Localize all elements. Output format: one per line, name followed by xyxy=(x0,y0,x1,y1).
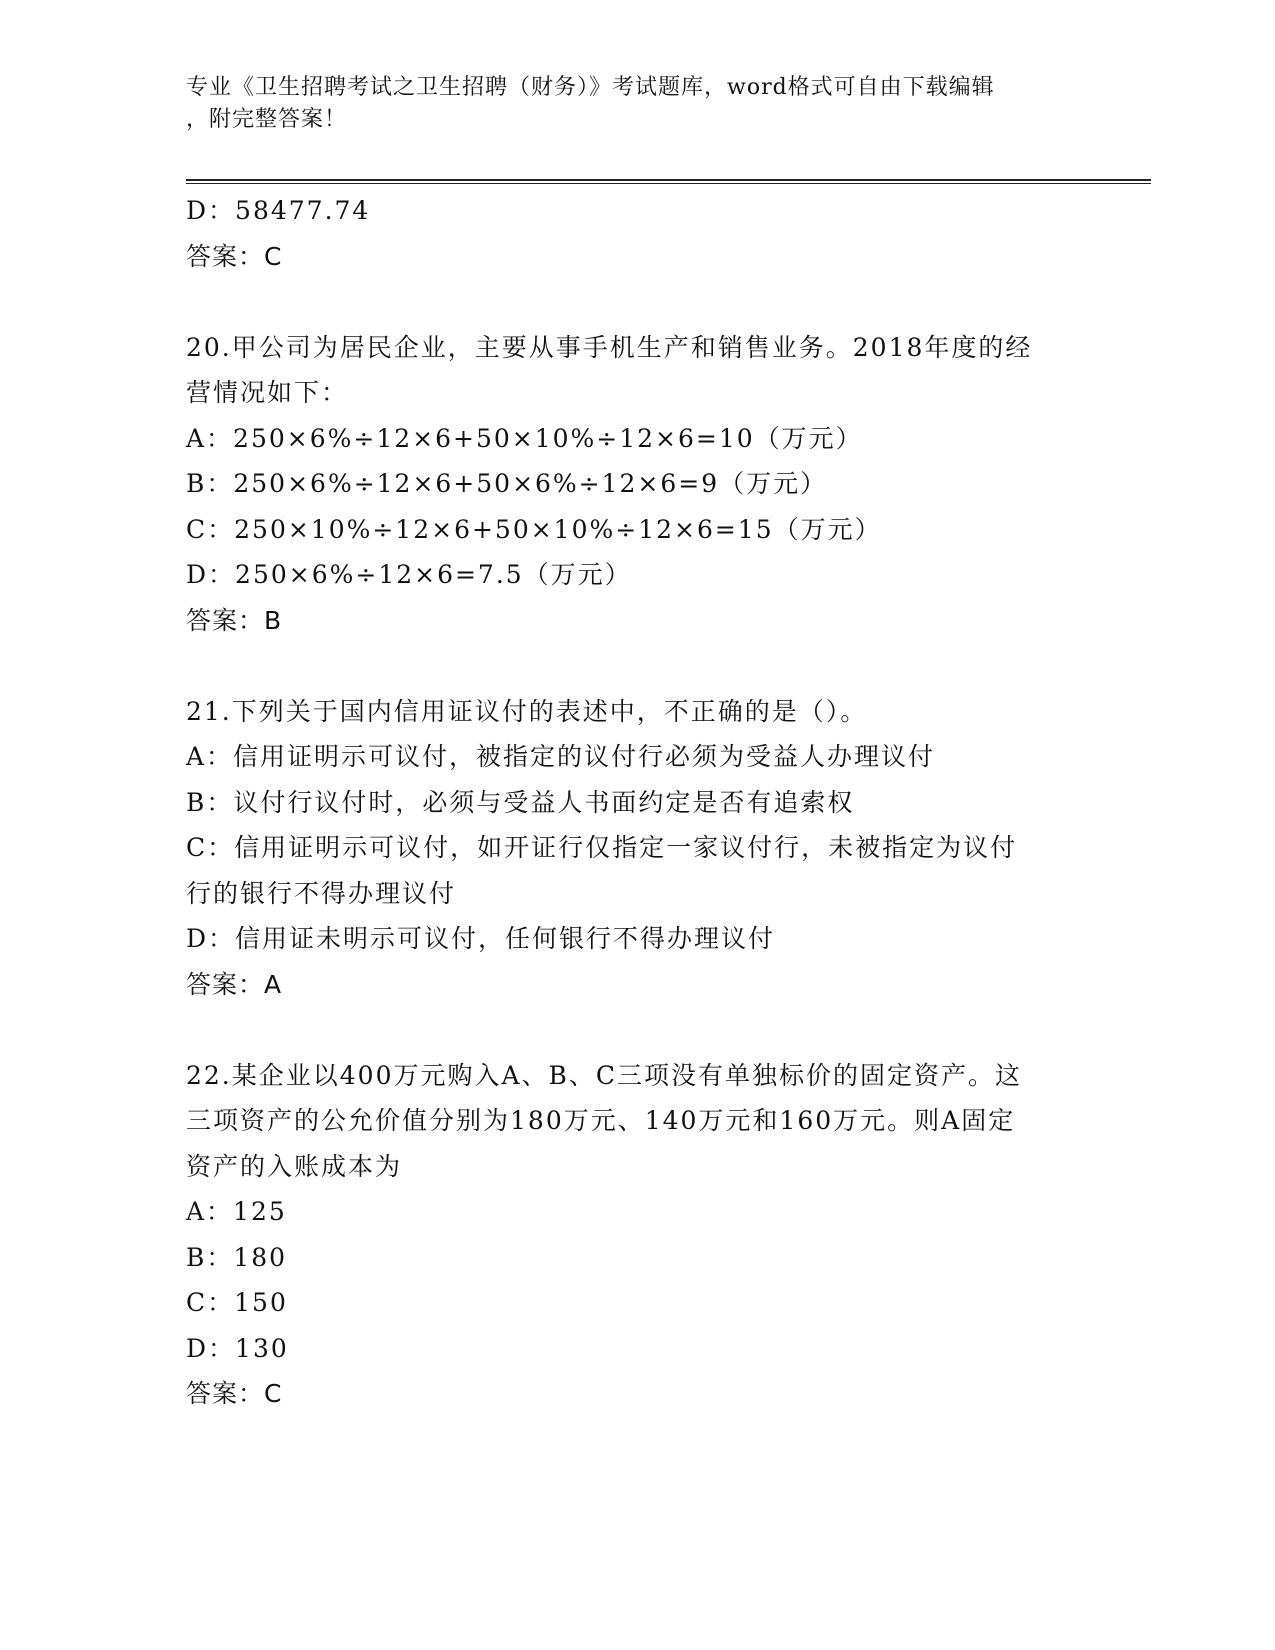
option-d: D：信用证未明示可议付，任何银行不得办理议付 xyxy=(186,924,776,953)
answer-label: 答案：C xyxy=(186,241,283,271)
option-d: D：130 xyxy=(186,1333,289,1363)
option-c-continued: 行的银行不得办理议付 xyxy=(186,878,457,908)
question-22 xyxy=(186,1053,1086,1417)
question-19-tail xyxy=(186,188,1086,279)
option-b: B：250×6%÷12×6+50×6%÷12×6=9（万元） xyxy=(186,469,828,498)
spacer xyxy=(186,643,1086,689)
option-c: C：150 xyxy=(186,1288,288,1317)
option-a: A：信用证明示可议付，被指定的议付行必须为受益人办理议付 xyxy=(186,742,936,771)
question-21 xyxy=(186,689,1086,1008)
question-stem-continued: 三项资产的公允价值分别为180万元、140万元和160万元。则A固定 xyxy=(186,1106,1016,1135)
question-stem: 21.下列关于国内信用证议付的表述中，不正确的是（）。 xyxy=(186,696,868,726)
header-line-2: ，附完整答案！ xyxy=(186,107,348,132)
answer-label: 答案：C xyxy=(186,1379,283,1408)
question-20 xyxy=(186,325,1086,644)
spacer xyxy=(186,279,1086,325)
document-header xyxy=(186,72,1066,136)
answer-label: 答案：B xyxy=(186,605,283,635)
question-stem-continued: 资产的入账成本为 xyxy=(186,1151,403,1181)
spacer xyxy=(186,1007,1086,1053)
option-a: A：250×6%÷12×6+50×10%÷12×6=10（万元） xyxy=(186,423,863,453)
option-c: C：信用证明示可议付，如开证行仅指定一家议付行，未被指定为议付 xyxy=(186,833,1018,862)
question-stem: 22.某企业以400万元购入A、B、C三项没有单独标价的固定资产。这 xyxy=(186,1060,1023,1090)
option-b: B：180 xyxy=(186,1242,288,1272)
header-divider-top xyxy=(186,179,1151,181)
answer-label: 答案：A xyxy=(186,969,283,999)
header-line-1: 专业《卫生招聘考试之卫生招聘（财务）》考试题库，word格式可自由下载编辑 xyxy=(186,75,995,100)
option-b: B：议付行议付时，必须与受益人书面约定是否有追索权 xyxy=(186,787,855,817)
option-d: D：58477.74 xyxy=(186,196,371,225)
option-a: A：125 xyxy=(186,1197,287,1226)
question-stem: 20.甲公司为居民企业，主要从事手机生产和销售业务。2018年度的经 xyxy=(186,332,1033,362)
option-d: D：250×6%÷12×6=7.5（万元） xyxy=(186,560,632,589)
question-list xyxy=(186,188,1086,1417)
option-c: C：250×10%÷12×6+50×10%÷12×6=15（万元） xyxy=(186,514,882,544)
header-divider-bottom xyxy=(186,183,1151,184)
question-stem-continued: 营情况如下： xyxy=(186,378,349,407)
